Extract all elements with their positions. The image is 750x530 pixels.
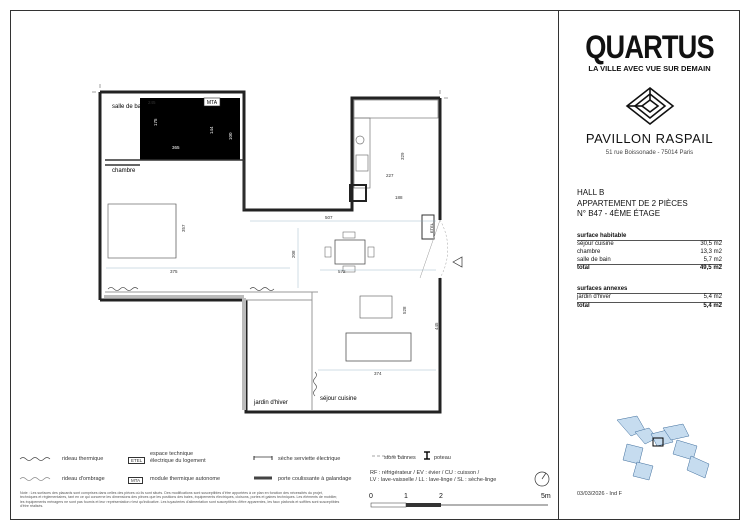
etel-label: ETEL — [429, 222, 434, 234]
dim-144: 144 — [209, 126, 214, 134]
table-row: jardin d'hiver 5,4 m2 — [577, 294, 722, 300]
dim-100: 100 — [228, 132, 233, 140]
porte-coulissante-icon — [252, 474, 274, 482]
dim-208: 208 — [291, 250, 296, 258]
dim-365: 365 — [172, 145, 180, 150]
dim-188: 188 — [395, 195, 403, 200]
rideau-ombrage-icon — [18, 475, 58, 483]
document-date: 03/03/2026 - Ind F — [577, 491, 622, 497]
project-name: PAVILLON RASPAIL — [585, 131, 714, 146]
dim-445: 445 — [434, 322, 439, 330]
table-header: surfaces annexes — [577, 285, 722, 294]
scale-tick-0: 0 — [369, 493, 373, 500]
legend-porte-coulissante: porte coulissante à galandage — [278, 476, 352, 482]
mta-label: MTA — [206, 100, 218, 106]
dim-175: 175 — [153, 118, 158, 126]
scale-tick-2: 2 — [439, 493, 443, 500]
table-total-row: total 49,5 m2 — [577, 265, 722, 272]
poteau-icon — [422, 451, 432, 460]
title-block — [559, 10, 740, 520]
brand-tagline: LA VILLE AVEC VUE SUR DEMAIN — [588, 64, 711, 73]
bed — [108, 204, 176, 258]
location-key-plan — [607, 410, 727, 490]
legend-rideau-thermique: rideau thermique — [62, 456, 104, 462]
dim-245: 245 — [148, 100, 156, 105]
dim-572: 572 — [338, 269, 346, 274]
room-label-jardin-hiver: jardin d'hiver — [254, 400, 288, 406]
legend-store-banne: store bannes — [384, 455, 416, 461]
project-address: 51 rue Boissonade - 75014 Paris — [605, 150, 694, 156]
legend-rideau-ombrage: rideau d'ombrage — [62, 476, 105, 482]
dim-528: 528 — [402, 306, 407, 314]
apartment-type: APPARTEMENT DE 2 PIÈCES — [577, 198, 688, 208]
surface-habitable-table — [577, 232, 722, 273]
sofa — [346, 333, 411, 361]
dim-329: 329 — [400, 152, 405, 160]
legend-mta-tag: MTA — [128, 477, 143, 484]
rideau-thermique-icon — [18, 455, 58, 463]
table-row: salle de bain 5,7 m2 — [577, 256, 722, 263]
north-arrow-icon — [532, 469, 552, 489]
legend-seche-serviette: sèche serviette électrique — [278, 456, 341, 462]
apartment-info — [577, 188, 688, 220]
seche-serviette-icon — [252, 454, 274, 462]
room-label-sejour-cuisine: séjour cuisine — [320, 396, 357, 402]
brand-title: QUARTUS — [585, 29, 714, 65]
room-label-chambre: chambre — [112, 168, 136, 174]
apartment-hall: HALL B — [577, 188, 605, 197]
legend-poteau: poteau — [434, 455, 451, 461]
legend-etel-tag: ETEL — [128, 457, 145, 464]
dim-227: 227 — [386, 173, 394, 178]
legend-abbrev-1: RF : réfrigérateur / EV : évier / CU : cuisson / — [370, 470, 480, 476]
room-label-salle-de-bain: salle de bain — [112, 104, 146, 110]
table-total-row: total 5,4 m2 — [577, 302, 722, 309]
disclaimer-note: Note : Les surfaces des placards sont comprises dans celles des pièces où ils sont situés. Des modifications sont susceptibles d'être apportées à ce plan en fonction des nécessités du projet, techniques et réglementaires, tant en ce qui concerne les dimensions des pièces que les positions des baies, équipements électriques, cloisons, portes et gaines techniques. Les éléments de mobilier, les équipements ménagers ne sont pas fournis et leur représentation n'est qu'indicative. Les tuyauteries d'alimentation sont susceptibles d'être apparentes, les faux plafonds et soffites sont susceptibles d'être réalisés. — [20, 491, 340, 509]
legend-module-thermique: module thermique autonome — [150, 476, 221, 482]
scale-tick-5: 5m — [541, 493, 551, 500]
dim-357: 357 — [181, 224, 186, 232]
scale-bar — [370, 500, 550, 510]
dim-374: 374 — [374, 371, 382, 376]
dim-507: 507 — [325, 215, 333, 220]
dining-table — [335, 240, 365, 264]
floor-plan — [20, 20, 550, 440]
dim-375: 375 — [170, 269, 178, 274]
legend-abbrev-2: LV : lave-vaisselle / LL : lave-linge / SL : sèche-linge — [370, 477, 497, 483]
table-header: surface habitable — [577, 232, 722, 241]
surfaces-annexes-table — [577, 285, 722, 311]
table-row: chambre 13,3 m2 — [577, 248, 722, 255]
apartment-number: N° B47 - 4ÈME ÉTAGE — [577, 209, 661, 218]
legend-espace-technique: espace technique — [150, 451, 194, 457]
table-row: séjour cuisine 30,5 m2 — [577, 241, 722, 247]
legend-electrique: électrique du logement — [150, 458, 206, 464]
scale-tick-1: 1 — [404, 493, 408, 500]
pavillon-logo-icon — [623, 84, 677, 128]
